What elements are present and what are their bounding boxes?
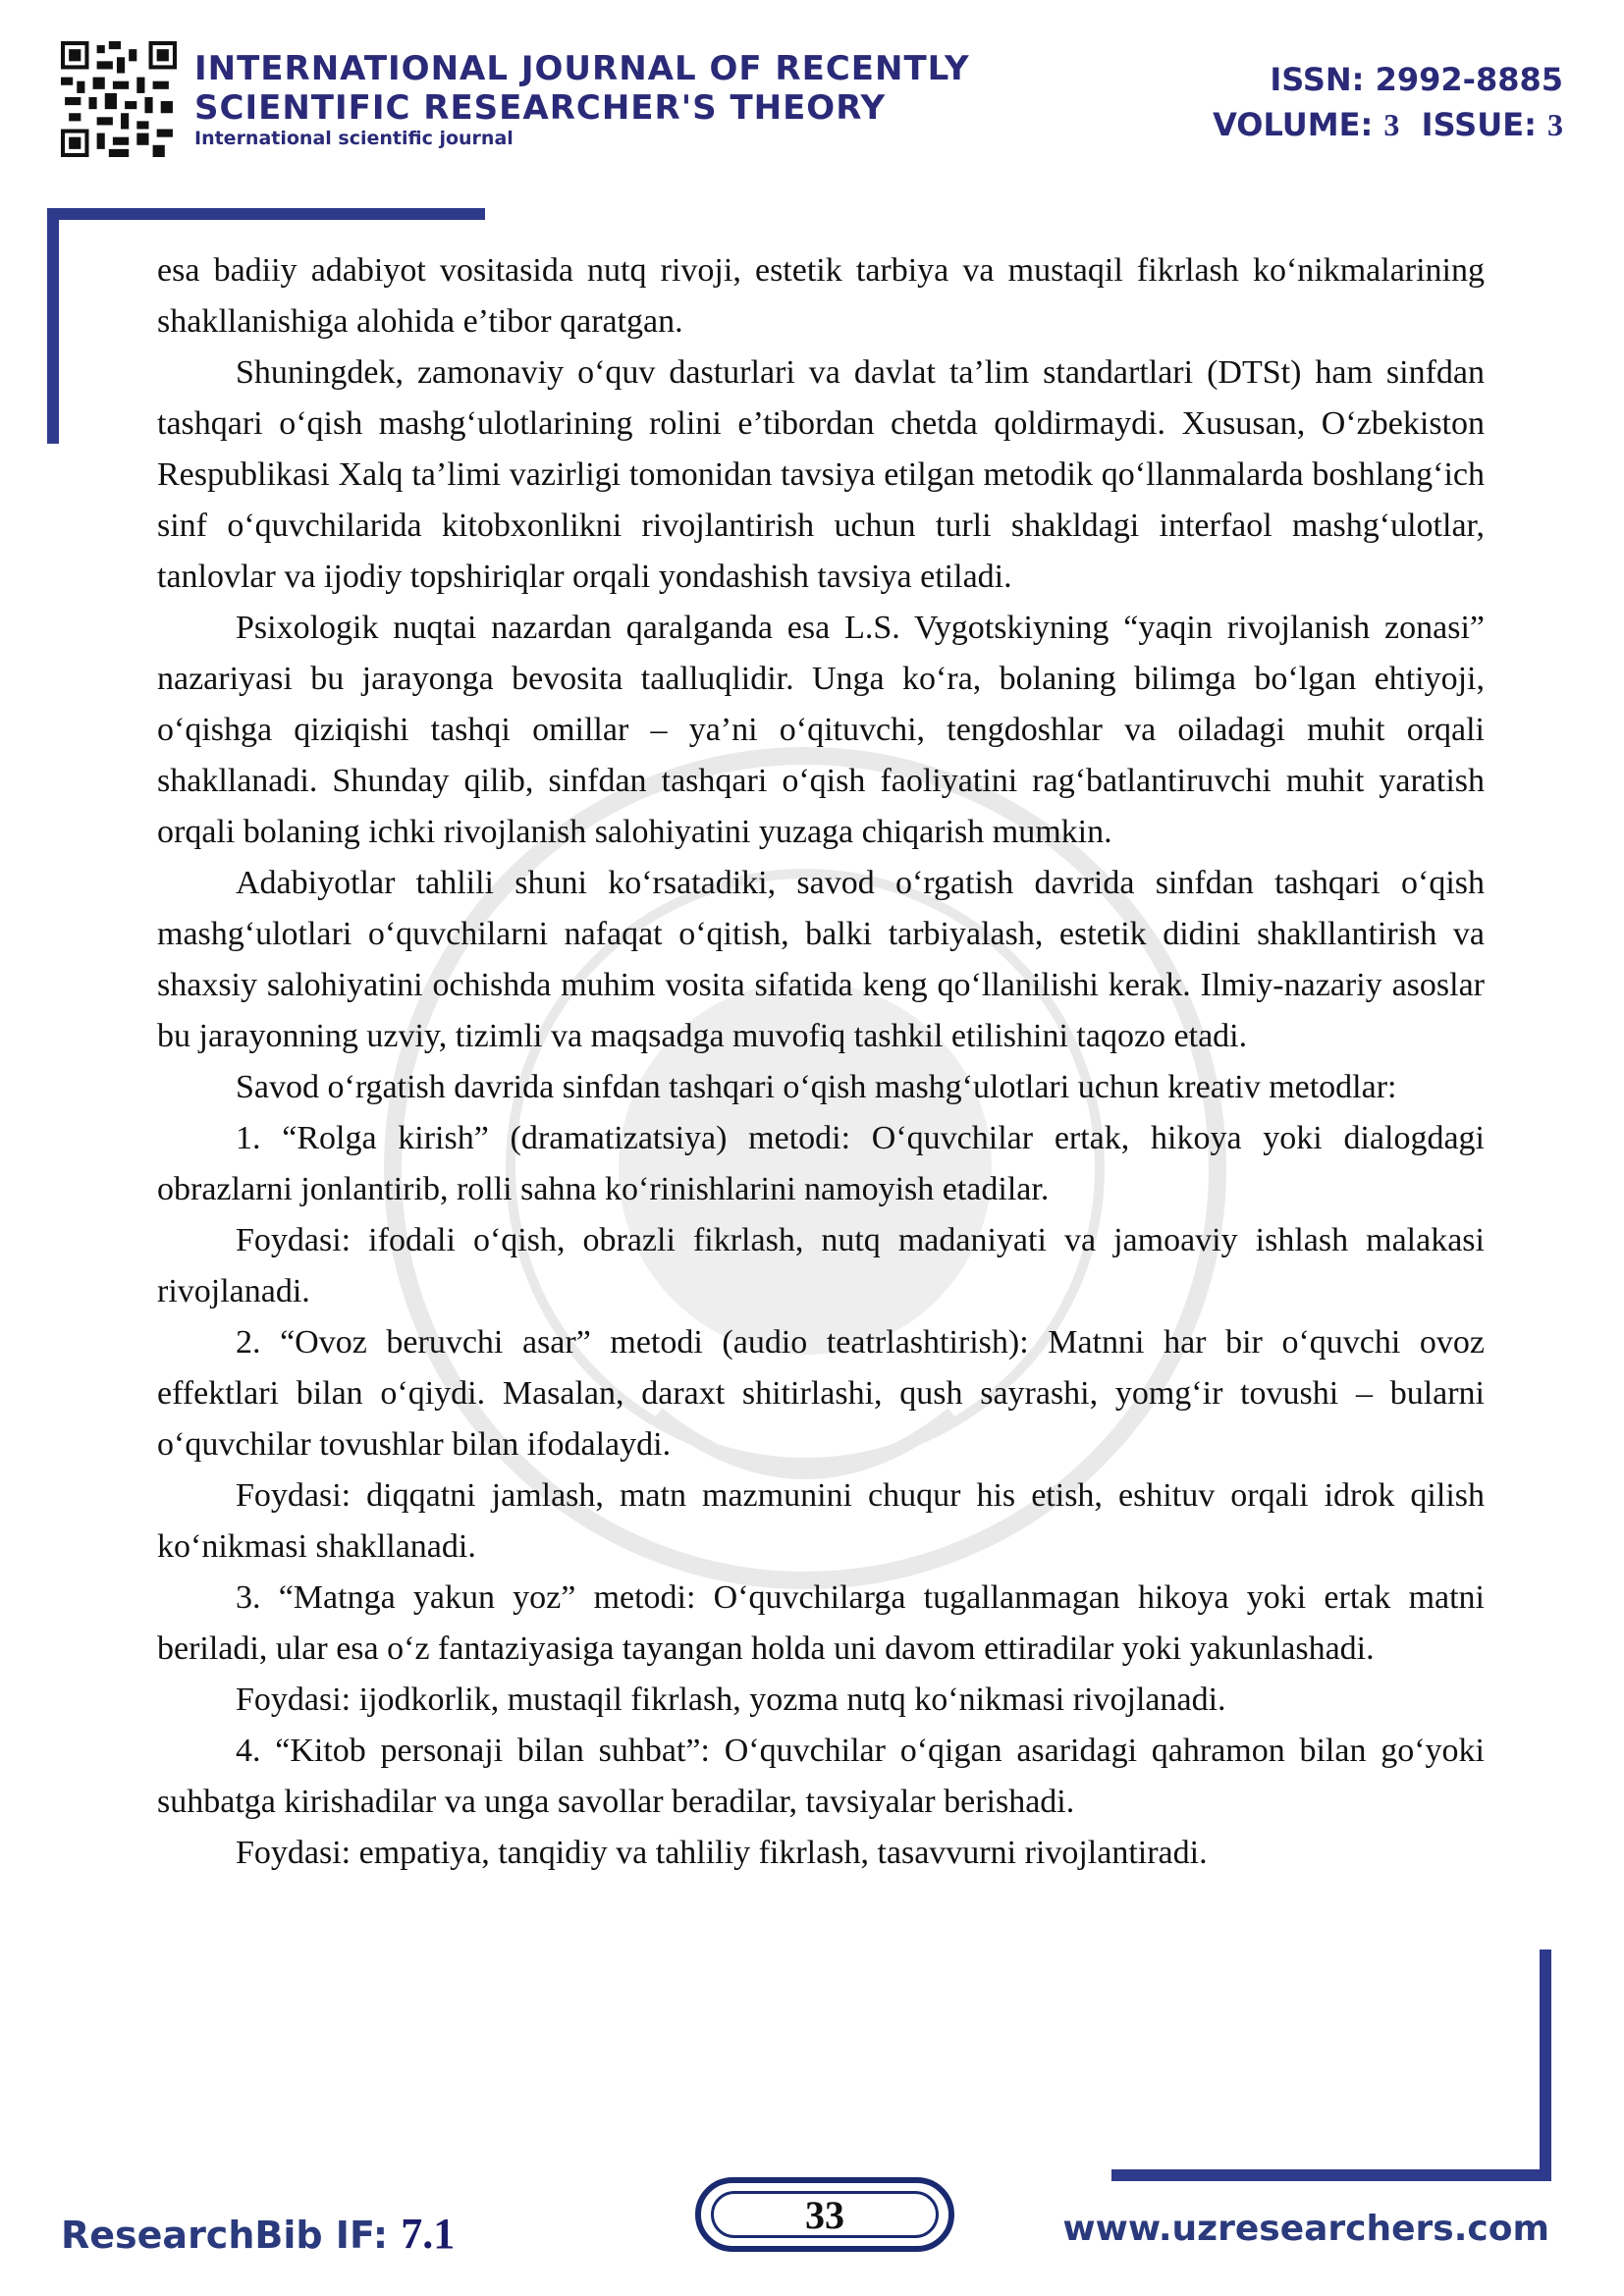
page-number: 33	[711, 2191, 939, 2238]
method-item: 4. “Kitob personaji bilan suhbat”: O‘quvchilar o‘qigan asaridagi qahramon bilan go‘yoki suhbatga kirishadilar va unga savollar beradilar, tavsiyalar berishadi.	[157, 1733, 1485, 1820]
frame-top-bar	[47, 208, 485, 220]
paragraph: esa badiiy adabiyot vositasida nutq rivoji, estetik tarbiya va mustaqil fikrlash ko‘nikmalarining shakllanishiga alohida e’tibor qaratgan.	[157, 252, 1485, 340]
issn-block	[1213, 57, 1563, 147]
method-item: 2. “Ovoz beruvchi asar” metodi (audio teatrlashtirish): Matnni har bir o‘quvchi ovoz effektlari bilan o‘qiydi. Masalan, daraxt shitirlashi, qush sayrashi, yomg‘ir tovushi – bularni o‘quvchilar tovushlar bilan ifodalaydi.	[157, 1324, 1485, 1463]
article-body	[157, 245, 1485, 1879]
researchbib-label: ResearchBib IF:	[61, 2214, 389, 2257]
volume-issue	[1213, 102, 1563, 147]
journal-title-line2: SCIENTIFIC RESEARCHER'S THEORY	[194, 88, 887, 128]
page-number-badge	[695, 2177, 954, 2252]
issn-number: ISSN: 2992-8885	[1270, 61, 1563, 98]
volume-number: 3	[1383, 107, 1400, 142]
journal-subtitle: International scientific journal	[194, 128, 514, 149]
qr-code-icon	[61, 41, 177, 157]
website-link[interactable]: www.uzresearchers.com	[1062, 2209, 1549, 2249]
method-item: 3. “Matnga yakun yoz” metodi: O‘quvchilarga tugallanmagan hikoya yoki ertak matni beriladi, ular esa o‘z fantaziyasiga tayangan holda uni davom ettiradilar yoki yakunlashadi.	[157, 1579, 1485, 1667]
method-item: 1. “Rolga kirish” (dramatizatsiya) metodi: O‘quvchilar ertak, hikoya yoki dialogdagi obrazlarni jonlantirib, rolli sahna ko‘rinishlarini namoyish etadilar.	[157, 1120, 1485, 1207]
journal-title-line1: INTERNATIONAL JOURNAL OF RECENTLY	[194, 49, 970, 88]
volume-label: VOLUME:	[1213, 106, 1374, 143]
frame-left-bar	[47, 208, 59, 444]
method-benefit: Foydasi: diqqatni jamlash, matn mazmunini chuqur his etish, eshituv orqali idrok qilish ko‘nikmasi shakllanadi.	[157, 1477, 1485, 1565]
paragraph: Psixologik nuqtai nazardan qaralganda esa L.S. Vygotskiyning “yaqin rivojlanish zonasi” nazariyasi bu jarayonga bevosita taalluqlidir. Unga ko‘ra, bolaning bilimga bo‘lgan ehtiyoji, o‘qishga qiziqishi tashqi omillar – ya’ni o‘qituvchi, tengdoshlar va oiladagi muhit orqali shakllanadi. Shunday qilib, sinfdan tashqari o‘qish faoliyatini rag‘batlantiruvchi muhit yaratish orqali bolaning ichki rivojlanish salohiyatini yuzaga chiqarish mumkin.	[157, 610, 1485, 850]
researchbib-impact-factor	[61, 2209, 455, 2259]
page-header	[0, 0, 1624, 167]
frame-bottom-bar	[1111, 2169, 1551, 2181]
method-benefit: Foydasi: empatiya, tanqidiy va tahliliy fikrlash, tasavvurni rivojlantiradi.	[236, 1835, 1208, 1871]
researchbib-value: 7.1	[401, 2210, 456, 2258]
paragraph: Adabiyotlar tahlili shuni ko‘rsatadiki, savod o‘rgatish davrida sinfdan tashqari o‘qish mashg‘ulotlari o‘quvchilarni nafaqat o‘qitish, balki tarbiyalash, estetik didini shakllantirish va shaxsiy salohiyatini ochishda muhim vosita sifatida keng qo‘llanilishi kerak. Ilmiy-nazariy asoslar bu jarayonning uzviy, tizimli va maqsadga muvofiq tashkil etilishini taqozo etadi.	[157, 865, 1485, 1054]
paragraph: Shuningdek, zamonaviy o‘quv dasturlari va davlat ta’lim standartlari (DTSt) ham sinfdan tashqari o‘qish mashg‘ulotlarining rolini e’tibordan chetda qoldirmaydi. Xususan, O‘zbekiston Respublikasi Xalq ta’limi vazirligi tomonidan tavsiya etilgan metodik qo‘llanmalarda boshlang‘ich sinf o‘quvchilarida kitobxonlikni rivojlantirish uchun turli shakldagi interfaol mashg‘ulotlar, tanlovlar va ijodiy topshiriqlar orqali yondashish tavsiya etiladi.	[157, 354, 1485, 595]
issue-label: ISSUE:	[1421, 106, 1537, 143]
method-benefit: Foydasi: ifodali o‘qish, obrazli fikrlash, nutq madaniyati va jamoaviy ishlash malakasi rivojlanadi.	[157, 1222, 1485, 1309]
journal-title	[194, 49, 970, 128]
method-benefit: Foydasi: ijodkorlik, mustaqil fikrlash, yozma nutq ko‘nikmasi rivojlanadi.	[236, 1682, 1226, 1718]
paragraph: Savod o‘rgatish davrida sinfdan tashqari o‘qish mashg‘ulotlari uchun kreativ metodlar:	[236, 1069, 1397, 1105]
frame-right-bar	[1540, 1949, 1551, 2181]
issue-number: 3	[1547, 107, 1563, 142]
